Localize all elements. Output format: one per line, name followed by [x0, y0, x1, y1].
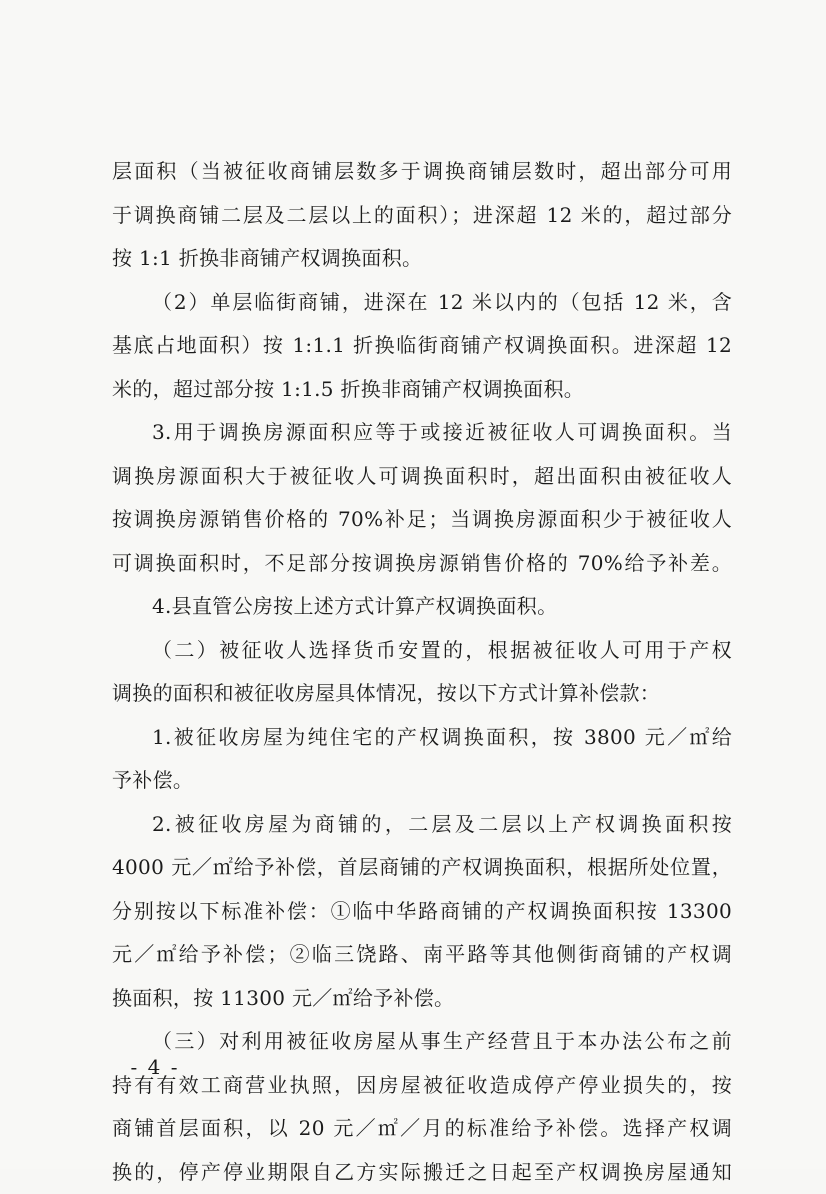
text-line: （三）对利用被征收房屋从事生产经营且于本办法公布之前 [112, 1020, 732, 1064]
text-line: 4000 元／㎡给予补偿，首层商铺的产权调换面积，根据所处位置， [112, 846, 732, 890]
text-line: 调换房源面积大于被征收人可调换面积时，超出面积由被征收人 [112, 455, 732, 499]
text-line: 1.被征收房屋为纯住宅的产权调换面积，按 3800 元／㎡给 [112, 716, 732, 760]
text-line: 按调换房源销售价格的 70%补足；当调换房源面积少于被征收人 [112, 498, 732, 542]
page-number: - 4 - [0, 1052, 310, 1082]
text-line: 换的，停产停业期限自乙方实际搬迁之日起至产权调换房屋通知 [112, 1151, 732, 1194]
text-line: 商铺首层面积，以 20 元／㎡／月的标准给予补偿。选择产权调 [112, 1107, 732, 1151]
text-line: 持有有效工商营业执照，因房屋被征收造成停产停业损失的，按 [112, 1064, 732, 1108]
text-line: （二）被征收人选择货币安置的，根据被征收人可用于产权 [112, 629, 732, 673]
text-line: 2.被征收房屋为商铺的，二层及二层以上产权调换面积按 [112, 803, 732, 847]
text-line: （2）单层临街商铺，进深在 12 米以内的（包括 12 米，含 [112, 281, 732, 325]
body-text [112, 150, 732, 1194]
text-line: 可调换面积时，不足部分按调换房源销售价格的 70%给予补差。 [112, 542, 732, 586]
text-line: 调换的面积和被征收房屋具体情况，按以下方式计算补偿款： [112, 672, 732, 716]
text-line: 于调换商铺二层及二层以上的面积）；进深超 12 米的，超过部分 [112, 194, 732, 238]
text-line: 米的，超过部分按 1:1.5 折换非商铺产权调换面积。 [112, 368, 732, 412]
text-line: 3.用于调换房源面积应等于或接近被征收人可调换面积。当 [112, 411, 732, 455]
text-line: 基底占地面积）按 1:1.1 折换临街商铺产权调换面积。进深超 12 [112, 324, 732, 368]
text-line: 按 1:1 折换非商铺产权调换面积。 [112, 237, 732, 281]
text-line: 予补偿。 [112, 759, 732, 803]
text-line: 层面积（当被征收商铺层数多于调换商铺层数时，超出部分可用 [112, 150, 732, 194]
text-line: 4.县直管公房按上述方式计算产权调换面积。 [112, 585, 732, 629]
text-line: 换面积，按 11300 元／㎡给予补偿。 [112, 977, 732, 1021]
text-line: 分别按以下标准补偿：①临中华路商铺的产权调换面积按 13300 [112, 890, 732, 934]
text-line: 元／㎡给予补偿；②临三饶路、南平路等其他侧街商铺的产权调 [112, 933, 732, 977]
